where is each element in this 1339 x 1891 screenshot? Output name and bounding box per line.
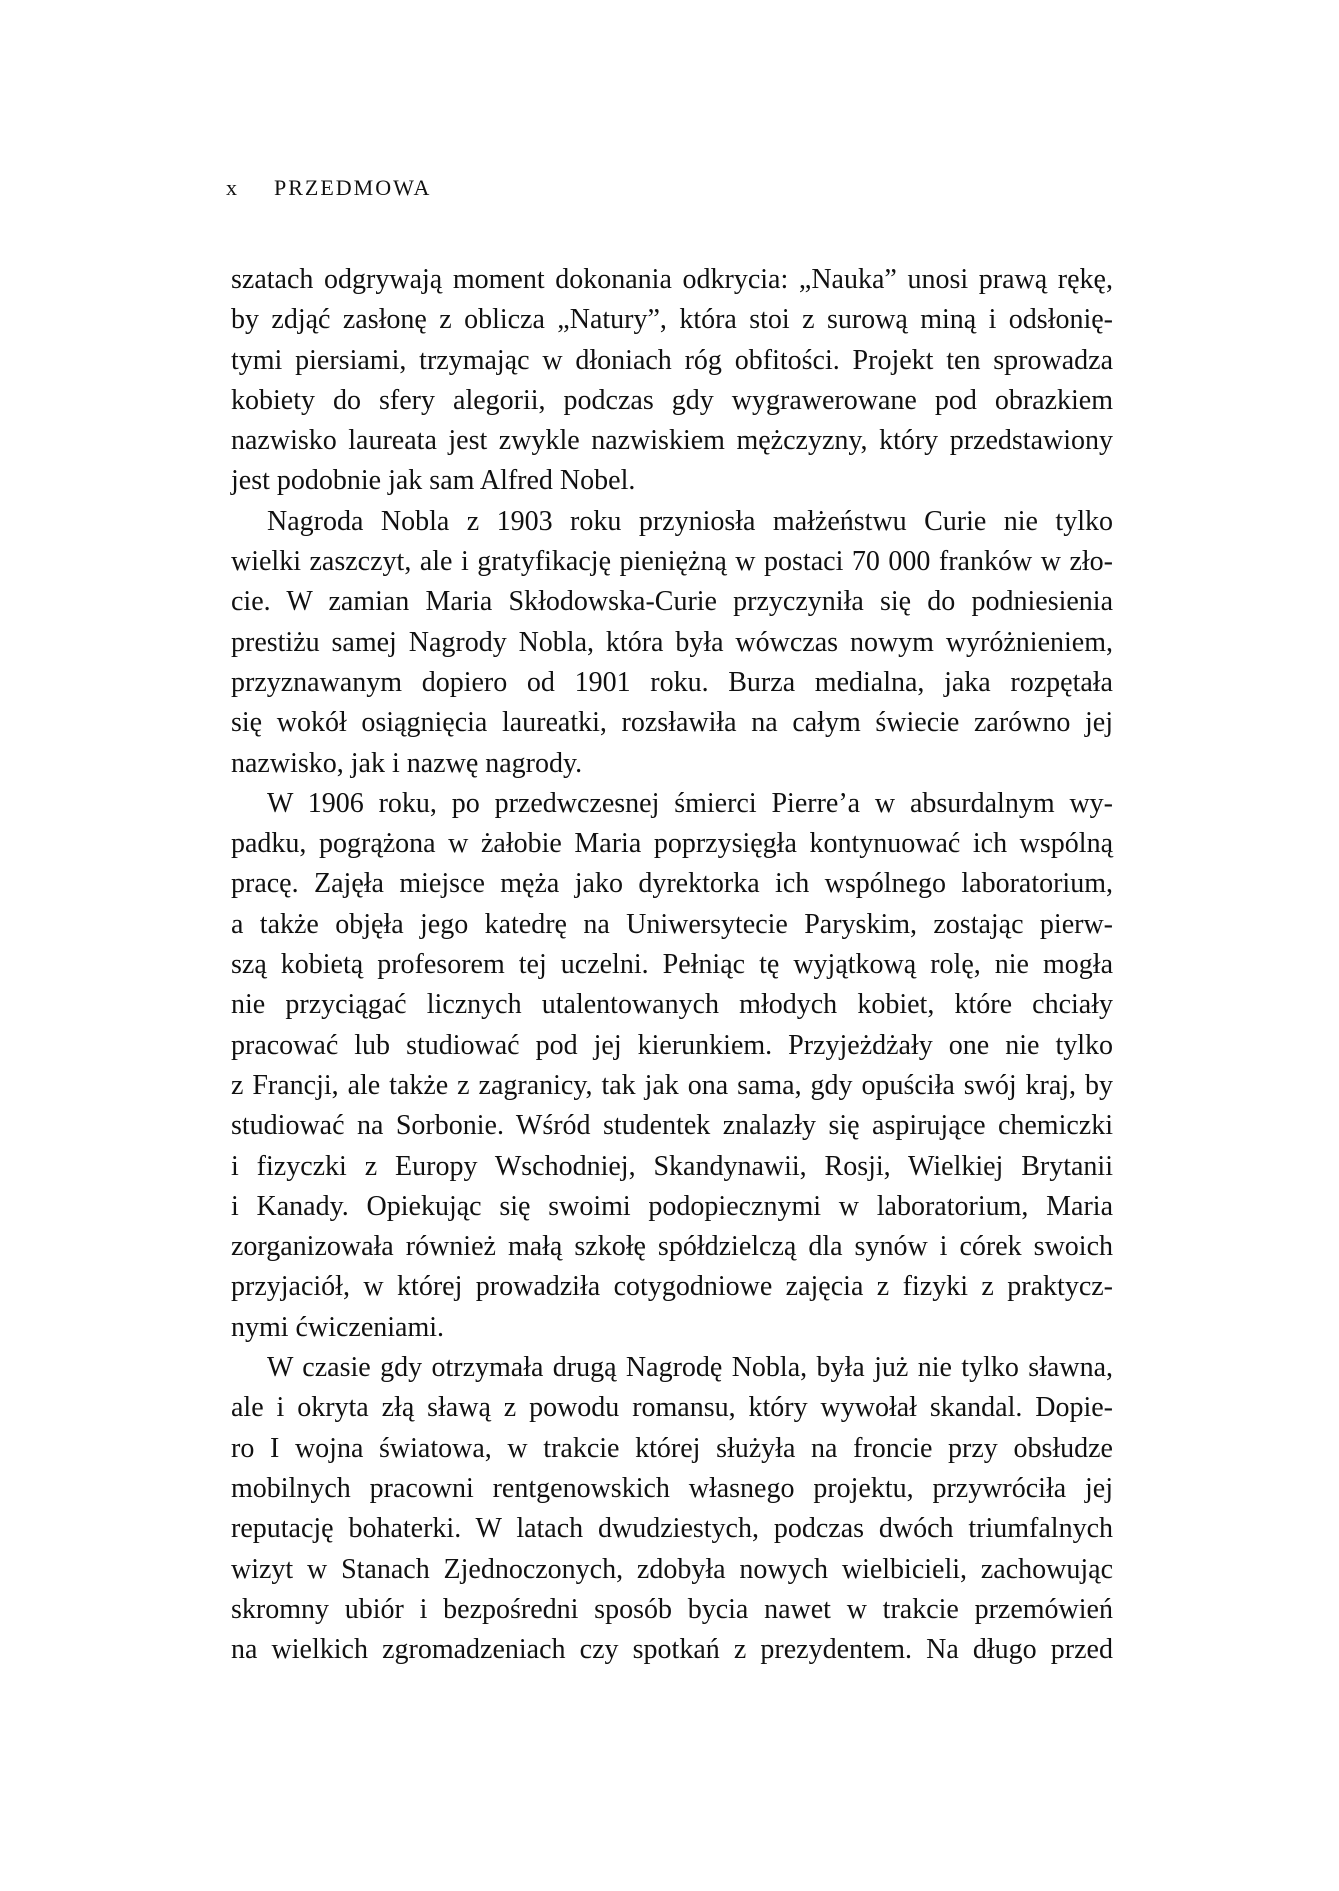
paragraph [231,784,1113,1348]
text-line: na wielkich zgromadzeniach czy spotkań z prezydentem. Na długo przed [231,1634,1113,1666]
text-line: nymi ćwiczeniami. [231,1311,445,1343]
text-line: jest podobnie jak sam Alfred Nobel. [231,465,636,497]
text-line: przyjaciół, w której prowadziła cotygodniowe zajęcia z fizyki z praktycz- [231,1271,1113,1303]
paragraph [231,260,1113,502]
text-line: cie. W zamian Maria Skłodowska-Curie przyczyniła się do podniesienia [231,586,1113,618]
text-line: pracę. Zajęła miejsce męża jako dyrektorka ich wspólnego laboratorium, [231,868,1113,900]
text-line: nie przyciągać licznych utalentowanych młodych kobiet, które chciały [231,989,1113,1021]
text-line: ale i okryta złą sławą z powodu romansu, który wywołał skandal. Dopie- [231,1392,1113,1424]
page-number: x [226,175,237,200]
text-line: nazwisko laureata jest zwykle nazwiskiem mężczyzny, który przedstawiony [231,425,1113,457]
text-line: a także objęła jego katedrę na Uniwersytecie Paryskim, zostając pierw- [231,908,1113,940]
text-line: tymi piersiami, trzymając w dłoniach róg obfitości. Projekt ten sprowadza [231,344,1113,376]
body-text [231,260,1113,1670]
text-line: W 1906 roku, po przedwczesnej śmierci Pierre’a w absurdalnym wy- [267,787,1113,819]
text-line: reputację bohaterki. W latach dwudziestych, podczas dwóch triumfalnych [231,1513,1113,1545]
text-line: wizyt w Stanach Zjednoczonych, zdobyła nowych wielbicieli, zachowując [231,1553,1113,1585]
paragraph [231,502,1113,784]
text-line: by zdjąć zasłonę z oblicza „Natury”, która stoi z surową miną i odsłonię- [231,304,1113,336]
text-line: mobilnych pracowni rentgenowskich własnego projektu, przywróciła jej [231,1472,1113,1504]
text-line: studiować na Sorbonie. Wśród studentek znalazły się aspirujące chemiczki [231,1110,1113,1142]
text-line: przyznawanym dopiero od 1901 roku. Burza medialna, jaka rozpętała [231,666,1113,698]
text-line: prestiżu samej Nagrody Nobla, która była wówczas nowym wyróżnieniem, [231,626,1113,658]
text-line: i Kanady. Opiekując się swoimi podopiecznymi w laboratorium, Maria [231,1190,1113,1222]
text-line: nazwisko, jak i nazwę nagrody. [231,747,583,779]
text-line: i fizyczki z Europy Wschodniej, Skandynawii, Rosji, Wielkiej Brytanii [231,1150,1113,1182]
text-line: szatach odgrywają moment dokonania odkrycia: „Nauka” unosi prawą rękę, [231,264,1113,295]
text-line: kobiety do sfery alegorii, podczas gdy wygrawerowane pod obrazkiem [231,384,1113,416]
text-line: Nagroda Nobla z 1903 roku przyniosła małżeństwu Curie nie tylko [267,505,1113,537]
running-head [226,174,431,202]
text-line: się wokół osiągnięcia laureatki, rozsławiła na całym świecie zarówno jej [231,707,1113,739]
text-line: W czasie gdy otrzymała drugą Nagrodę Nobla, była już nie tylko sławna, [267,1352,1113,1384]
running-head-title: PRZEDMOWA [274,175,432,200]
paragraph [231,1348,1113,1670]
text-line: szą kobietą profesorem tej uczelni. Pełniąc tę wyjątkową rolę, nie mogła [231,949,1113,981]
text-line: wielki zaszczyt, ale i gratyfikację pieniężną w postaci 70 000 franków w zło- [231,546,1113,578]
text-line: padku, pogrążona w żałobie Maria poprzysięgła kontynuować ich wspólną [231,828,1113,860]
text-line: skromny ubiór i bezpośredni sposób bycia nawet w trakcie przemówień [231,1593,1113,1625]
text-line: ro I wojna światowa, w trakcie której służyła na froncie przy obsłudze [231,1432,1113,1464]
text-line: pracować lub studiować pod jej kierunkiem. Przyjeżdżały one nie tylko [231,1029,1113,1061]
text-line: z Francji, ale także z zagranicy, tak jak ona sama, gdy opuściła swój kraj, by [231,1069,1113,1101]
text-line: zorganizowała również małą szkołę spółdzielczą dla synów i córek swoich [231,1231,1113,1263]
